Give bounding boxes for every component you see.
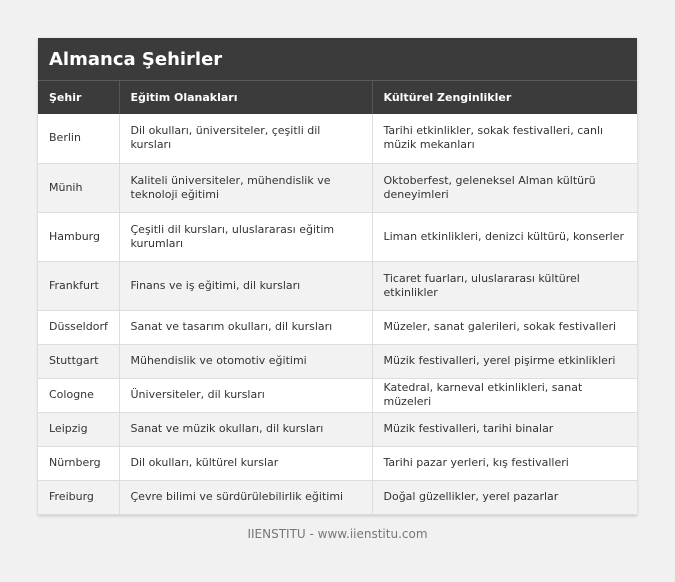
cities-table [38,81,637,515]
cell-city: Berlin [38,114,119,163]
table-row [38,446,637,480]
cell-culture: Tarihi etkinlikler, sokak festivalleri, canlı müzik mekanları [372,114,637,163]
cell-city: Hamburg [38,212,119,261]
cell-education: Çeşitli dil kursları, uluslararası eğitim kurumları [119,212,372,261]
cell-education: Sanat ve tasarım okulları, dil kursları [119,310,372,344]
cell-culture: Doğal güzellikler, yerel pazarlar [372,480,637,514]
cell-city: Stuttgart [38,344,119,378]
cell-city: Düsseldorf [38,310,119,344]
cell-education: Üniversiteler, dil kursları [119,378,372,412]
header-city: Şehir [38,81,119,114]
table-row [38,412,637,446]
cell-culture: Müzik festivalleri, tarihi binalar [372,412,637,446]
cell-culture: Müzik festivalleri, yerel pişirme etkinlikleri [372,344,637,378]
cell-city: Münih [38,163,119,212]
table-row [38,310,637,344]
cell-city: Frankfurt [38,261,119,310]
cell-culture: Tarihi pazar yerleri, kış festivalleri [372,446,637,480]
cell-culture: Ticaret fuarları, uluslararası kültürel etkinlikler [372,261,637,310]
table-row [38,480,637,514]
table-row [38,114,637,163]
cell-education: Finans ve iş eğitimi, dil kursları [119,261,372,310]
cell-culture: Oktoberfest, geleneksel Alman kültürü deneyimleri [372,163,637,212]
cell-education: Sanat ve müzik okulları, dil kursları [119,412,372,446]
cell-city: Freiburg [38,480,119,514]
footer-credit: IIENSTITU - www.iienstitu.com [247,527,428,541]
table-row [38,378,637,412]
cell-city: Nürnberg [38,446,119,480]
cell-education: Kaliteli üniversiteler, mühendislik ve teknoloji eğitimi [119,163,372,212]
table-row [38,261,637,310]
header-culture: Kültürel Zenginlikler [383,91,512,104]
table-row [38,163,637,212]
cell-education: Dil okulları, kültürel kurslar [119,446,372,480]
cell-education: Mühendislik ve otomotiv eğitimi [119,344,372,378]
table-title: Almanca Şehirler [38,38,637,81]
table-row [38,212,637,261]
table-header-row [38,81,637,114]
cell-city: Cologne [38,378,119,412]
cell-education: Çevre bilimi ve sürdürülebilirlik eğitimi [119,480,372,514]
cell-culture: Müzeler, sanat galerileri, sokak festivalleri [372,310,637,344]
cell-culture: Liman etkinlikleri, denizci kültürü, konserler [372,212,637,261]
table-row [38,344,637,378]
cell-city: Leipzig [38,412,119,446]
cell-culture: Katedral, karneval etkinlikleri, sanat müzeleri [372,378,637,412]
table-card [38,38,637,515]
header-education: Eğitim Olanakları [119,81,372,114]
cell-education: Dil okulları, üniversiteler, çeşitli dil kursları [119,114,372,163]
